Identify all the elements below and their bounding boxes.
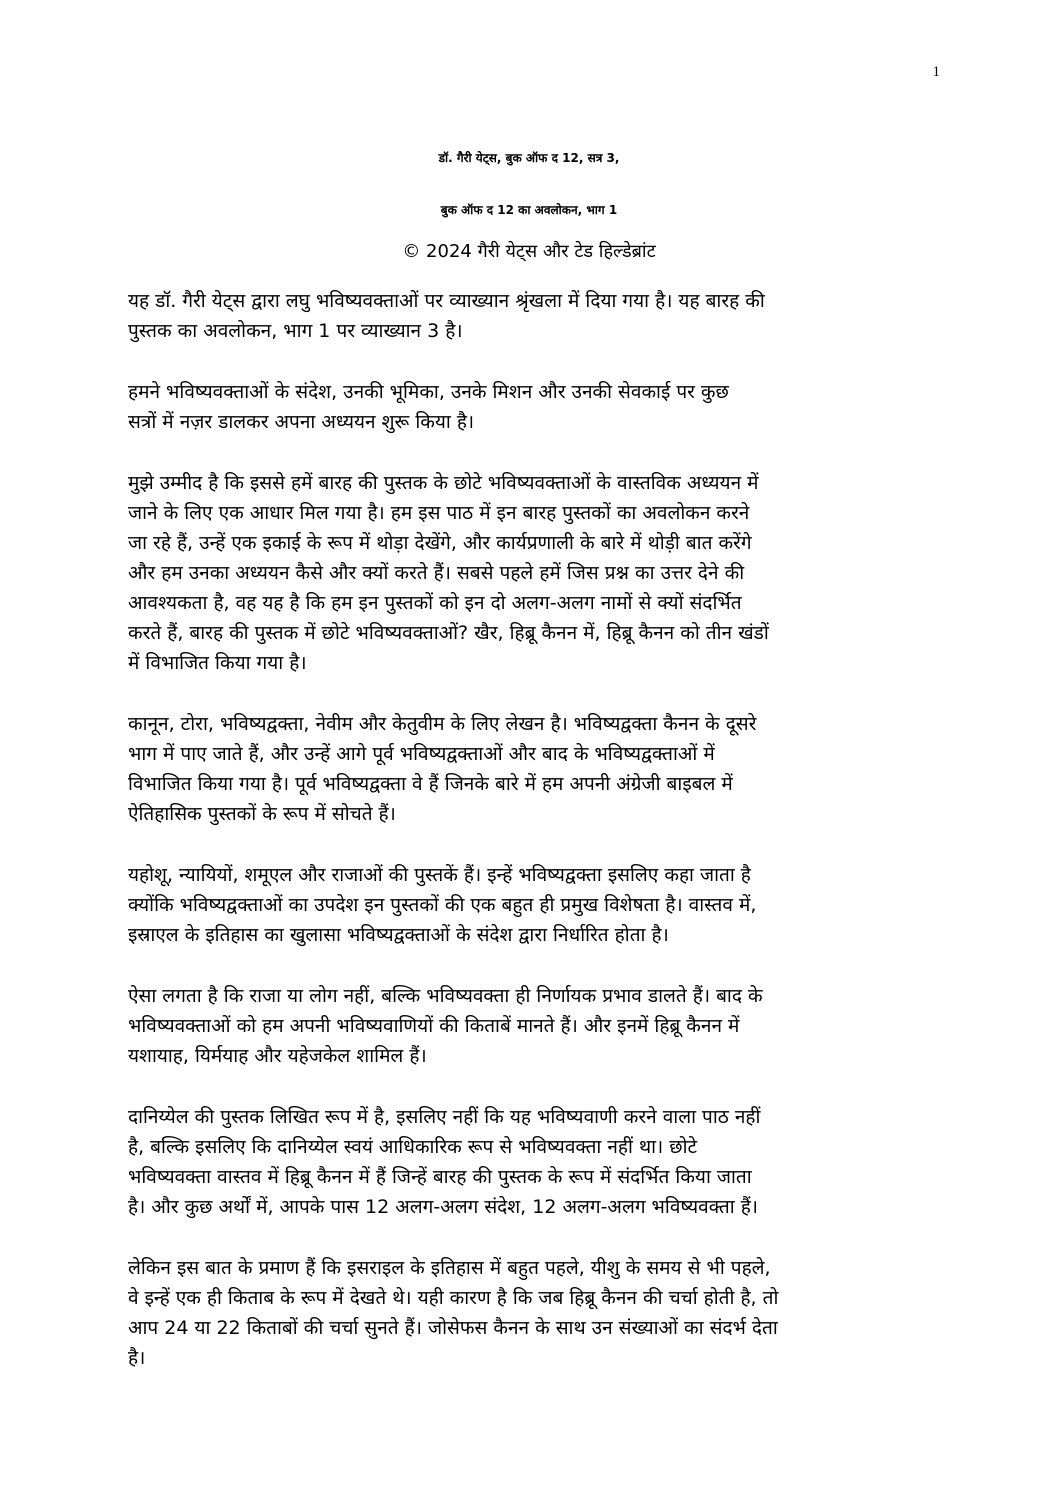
paragraph-line: पुस्तक का अवलोकन, भाग 1 पर व्याख्यान 3 है। <box>128 320 463 342</box>
document-title-line-1: डॉ. गैरी येट्स, बुक ऑफ द 12, सत्र 3, <box>438 151 620 165</box>
paragraph-line: है। और कुछ अर्थों में, आपके पास 12 अलग-अलग संदेश, 12 अलग-अलग भविष्यवक्ता हैं। <box>128 1196 758 1218</box>
paragraph-line: जाने के लिए एक आधार मिल गया है। हम इस पाठ में इन बारह पुस्तकों का अवलोकन करने <box>128 502 750 524</box>
paragraph-line: कानून, टोरा, भविष्यद्वक्ता, नेवीम और केतुवीम के लिए लेखन है। भविष्यद्वक्ता कैनन के दूसरे <box>128 713 757 735</box>
paragraph-line: क्योंकि भविष्यद्वक्ताओं का उपदेश इन पुस्तकों की एक बहुत ही प्रमुख विशेषता है। वास्तव में, <box>128 894 757 916</box>
paragraph-line: भविष्यवक्ताओं को हम अपनी भविष्यवाणियों की किताबें मानते हैं। और इनमें हिब्रू कैनन में <box>128 1015 740 1037</box>
paragraph-line: वे इन्हें एक ही किताब के रूप में देखते थे। यही कारण है कि जब हिब्रू कैनन की चर्चा होती है, तो <box>128 1287 779 1309</box>
paragraph-7 <box>128 1102 928 1222</box>
paragraph-line: और हम उनका अध्ययन कैसे और क्यों करते हैं। सबसे पहले हमें जिस प्रश्न का उत्तर देने की <box>128 562 745 584</box>
paragraph-2 <box>128 377 928 437</box>
document-title-line-2: बुक ऑफ द 12 का अवलोकन, भाग 1 <box>440 203 618 217</box>
paragraph-line: इस्राएल के इतिहास का खुलासा भविष्यद्वक्ताओं के संदेश द्वारा निर्धारित होता है। <box>128 924 669 946</box>
paragraph-line: भाग में पाए जाते हैं, और उन्हें आगे पूर्व भविष्यद्वक्ताओं और बाद के भविष्यद्वक्ताओं में <box>128 743 715 765</box>
paragraph-6 <box>128 981 928 1071</box>
paragraph-line: दानिय्येल की पुस्तक लिखित रूप में है, इसलिए नहीं कि यह भविष्यवाणी करने वाला पाठ नहीं <box>128 1106 761 1128</box>
paragraph-8 <box>128 1253 928 1373</box>
paragraph-line: ऐतिहासिक पुस्तकों के रूप में सोचते हैं। <box>128 803 396 825</box>
paragraph-line: है। <box>128 1347 146 1369</box>
paragraph-3 <box>128 468 928 678</box>
paragraph-line: ऐसा लगता है कि राजा या लोग नहीं, बल्कि भविष्यवक्ता ही निर्णायक प्रभाव डालते हैं। बाद के <box>128 985 763 1007</box>
title-block <box>0 132 1058 266</box>
paragraph-line: है, बल्कि इसलिए कि दानिय्येल स्वयं आधिकारिक रूप से भविष्यवक्ता नहीं था। छोटे <box>128 1136 698 1158</box>
paragraph-line: आप 24 या 22 किताबों की चर्चा सुनते हैं। जोसेफस कैनन के साथ उन संख्याओं का संदर्भ देता <box>128 1317 778 1339</box>
document-body <box>128 286 928 1404</box>
paragraph-line: यहोशू, न्यायियों, शमूएल और राजाओं की पुस्तकें हैं। इन्हें भविष्यद्वक्ता इसलिए कहा जाता है <box>128 864 751 886</box>
paragraph-line: भविष्यवक्ता वास्तव में हिब्रू कैनन में हैं जिन्हें बारह की पुस्तक के रूप में संदर्भित किया जाता <box>128 1166 752 1188</box>
paragraph-line: में विभाजित किया गया है। <box>128 652 307 674</box>
paragraph-1 <box>128 286 928 346</box>
paragraph-line: यशायाह, यिर्मयाह और यहेजकेल शामिल हैं। <box>128 1045 427 1067</box>
paragraph-line: हमने भविष्यवक्ताओं के संदेश, उनकी भूमिका, उनके मिशन और उनकी सेवकाई पर कुछ <box>128 381 729 403</box>
paragraph-line: आवश्यकता है, वह यह है कि हम इन पुस्तकों को इन दो अलग-अलग नामों से क्यों संदर्भित <box>128 592 742 614</box>
copyright-notice: © 2024 गैरी येट्स और टेड हिल्डेब्रांट <box>402 241 656 262</box>
paragraph-4 <box>128 709 928 829</box>
page-number: 1 <box>932 64 940 80</box>
paragraph-line: लेकिन इस बात के प्रमाण हैं कि इसराइल के इतिहास में बहुत पहले, यीशु के समय से भी पहले, <box>128 1257 771 1279</box>
paragraph-5 <box>128 860 928 950</box>
paragraph-line: सत्रों में नज़र डालकर अपना अध्ययन शुरू किया है। <box>128 411 475 433</box>
paragraph-line: विभाजित किया गया है। पूर्व भविष्यद्वक्ता वे हैं जिनके बारे में हम अपनी अंग्रेजी बाइबल में <box>128 773 733 795</box>
paragraph-line: करते हैं, बारह की पुस्तक में छोटे भविष्यवक्ताओं? खैर, हिब्रू कैनन में, हिब्रू कैनन को तीन खंडों <box>128 622 769 644</box>
paragraph-line: यह डॉ. गैरी येट्स द्वारा लघु भविष्यवक्ताओं पर व्याख्यान श्रृंखला में दिया गया है। यह बारह की <box>128 290 765 312</box>
paragraph-line: जा रहे हैं, उन्हें एक इकाई के रूप में थोड़ा देखेंगे, और कार्यप्रणाली के बारे में थोड़ी बात करेंगे <box>128 532 752 554</box>
paragraph-line: मुझे उम्मीद है कि इससे हमें बारह की पुस्तक के छोटे भविष्यवक्ताओं के वास्तविक अध्ययन में <box>128 472 759 494</box>
